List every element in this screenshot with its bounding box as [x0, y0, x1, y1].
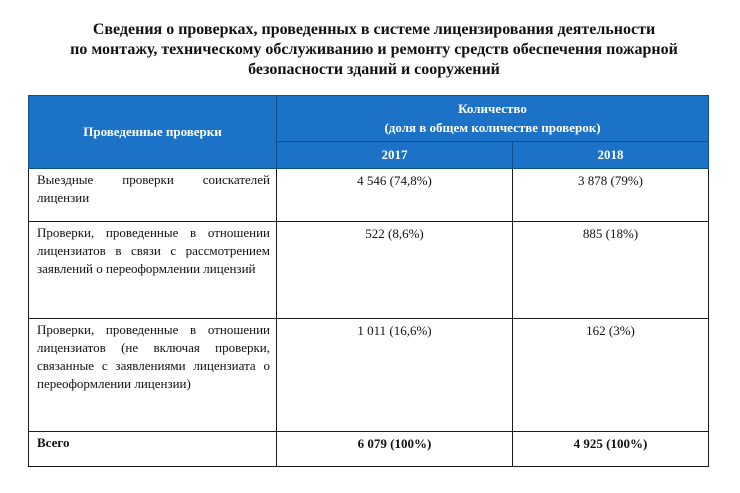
value-2017: 4 546 (74,8%) [277, 169, 513, 222]
table-row [29, 222, 709, 319]
page-title [24, 20, 724, 80]
inspections-table [28, 95, 709, 467]
header-quantity-title: Количество [458, 101, 527, 117]
row-label: Выездные проверки соискателей лицензии [29, 169, 277, 222]
total-row [29, 432, 709, 467]
header-year-2017: 2017 [277, 141, 513, 168]
value-2018: 885 (18%) [513, 222, 709, 319]
total-2017: 6 079 (100%) [277, 432, 513, 467]
total-2018: 4 925 (100%) [513, 432, 709, 467]
row-label: Проверки, проведенные в отношении лицензиатов в связи с рассмотрением заявлений о переоформлении лицензий [29, 222, 277, 319]
header-year-2018: 2018 [513, 141, 709, 168]
value-2018: 3 878 (79%) [513, 169, 709, 222]
title-line-1: Сведения о проверках, проведенных в системе лицензирования деятельности [92, 21, 656, 38]
table-row [29, 319, 709, 432]
total-label: Всего [29, 432, 277, 467]
header-quantity [277, 96, 709, 142]
title-line-3: безопасности зданий и сооружений [248, 61, 500, 78]
title-line-2: по монтажу, техническому обслуживанию и ремонту средств обеспечения пожарной [70, 41, 678, 58]
value-2017: 1 011 (16,6%) [277, 319, 513, 432]
row-label: Проверки, проведенные в отношении лицензиатов (не включая проверки, связанные с заявлениями лицензиата о переоформлении лицензии) [29, 319, 277, 432]
header-checks: Проведенные проверки [29, 96, 277, 169]
value-2018: 162 (3%) [513, 319, 709, 432]
table-row [29, 169, 709, 222]
header-quantity-subtitle: (доля в общем количестве проверок) [384, 120, 601, 136]
value-2017: 522 (8,6%) [277, 222, 513, 319]
